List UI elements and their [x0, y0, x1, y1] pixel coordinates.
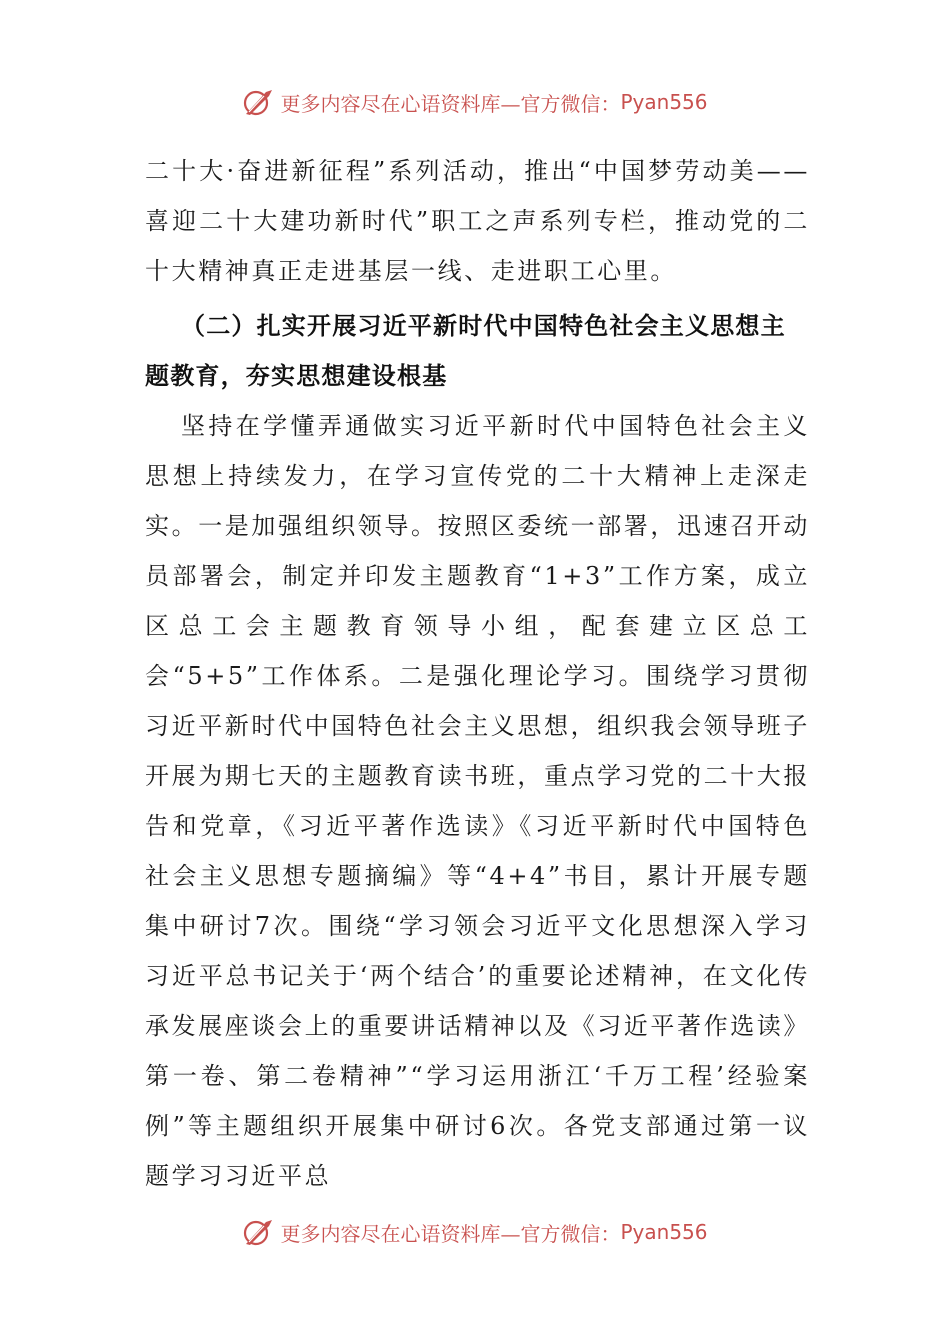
paragraph-continued: 二十大·奋进新征程”系列活动，推出“中国梦劳动美——喜迎二十大建功新时代”职工之声系列专栏，推动党的二十大精神真正走进基层一线、走进职工心里。: [145, 157, 810, 285]
paragraph-body: 坚持在学懂弄通做实习近平新时代中国特色社会主义思想上持续发力，在学习宣传党的二十大精神上走深走实。一是加强组织领导。按照区委统一部署，迅速召开动员部署会，制定并印发主题教育“1+3”工作方案，成立区总工会主题教育领导小组，配套建立区总工会“5+5”工作体系。二是强化理论学习。围绕学习贯彻习近平新时代中国特色社会主义思想，组织我会领导班子开展为期七天的主题教育读书班，重点学习党的二十大报告和党章，《习近平著作选读》《习近平新时代中国特色社会主义思想专题摘编》等“4+4”书目，累计开展专题集中研讨7次。围绕“学习领会习近平文化思想深入学习习近平总书记关于‘两个结合’的重要论述精神，在文化传承发展座谈会上的重要讲话精神以及《习近平著作选读》第一卷、第二卷精神”“学习运用浙江‘千万工程’经验案例”等主题组织开展集中研讨6次。各党支部通过第一议题学习习近平总: [145, 412, 810, 1190]
quill-pen-logo-icon: [242, 1217, 276, 1247]
footer-banner: [0, 1212, 950, 1252]
quill-pen-logo-icon: [242, 87, 276, 117]
footer-banner-wechat-id: Pyan556: [620, 1220, 708, 1244]
footer-banner-text: 更多内容尽在心语资料库—官方微信：: [280, 1221, 621, 1246]
header-banner: [0, 82, 950, 122]
header-banner-wechat-id: Pyan556: [620, 90, 708, 114]
header-banner-text: 更多内容尽在心语资料库—官方微信：: [280, 91, 621, 116]
section-heading: （二）扎实开展习近平新时代中国特色社会主义思想主题教育，夯实思想建设根基: [145, 312, 786, 390]
document-body: [145, 146, 810, 1201]
